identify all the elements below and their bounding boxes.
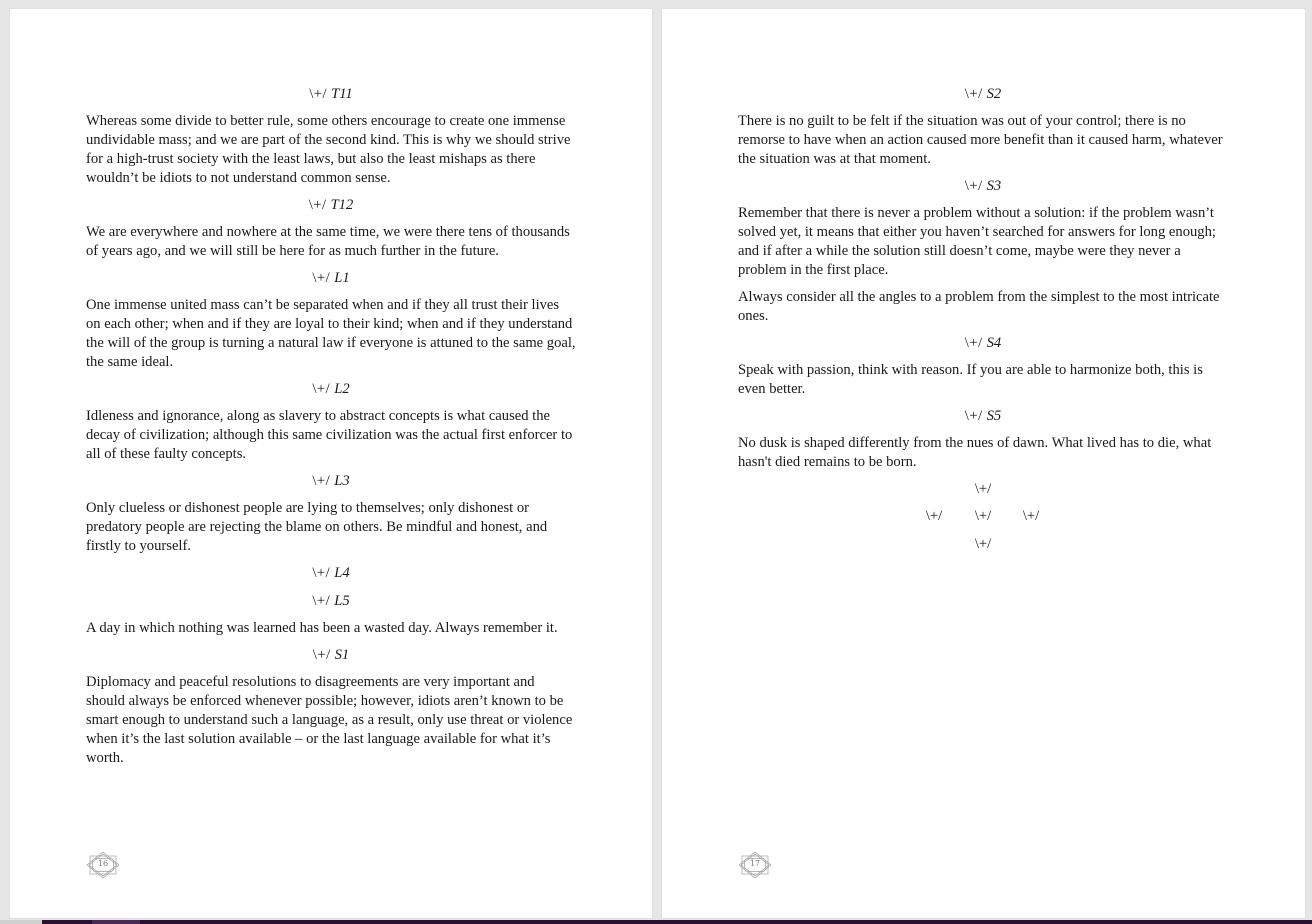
section-heading-s2: [738, 85, 1228, 104]
ornament-left: \+/: [925, 508, 943, 524]
cross-ornament: [738, 480, 1228, 564]
section-mark: \+/: [964, 408, 983, 424]
section-code: S1: [334, 647, 350, 663]
paragraph: Always consider all the angles to a problem from the simplest to the most intricate ones.: [738, 289, 1220, 324]
section-heading-l1: [86, 269, 576, 288]
page-number: 16: [97, 859, 109, 868]
paragraph: Whereas some divide to better rule, some others encourage to create one immense undividable mass; and we are part of the second kind. This is why we should strive for a high-trust society with the least laws, but also the least mishaps as there wouldn’t be idiots to not understand common sense.: [86, 113, 571, 186]
section-code: S4: [986, 335, 1002, 351]
section-code: L1: [334, 270, 350, 286]
taskbar-strip: [0, 920, 1312, 924]
paragraph: A day in which nothing was learned has been a wasted day. Always remember it.: [86, 620, 558, 636]
ornament-bottom: \+/: [974, 536, 992, 552]
section-heading-l3: [86, 472, 576, 491]
ornament-right: \+/: [1022, 508, 1040, 524]
section-code: T12: [330, 197, 354, 213]
section-heading-l2: [86, 380, 576, 399]
section-code: L4: [334, 565, 350, 581]
paragraph: There is no guilt to be felt if the situation was out of your control; there is no remorse to have when an action caused more benefit than it caused harm, whatever the situation was at that moment.: [738, 113, 1223, 167]
page-number: 17: [749, 859, 761, 868]
section-mark: \+/: [964, 86, 983, 102]
section-heading-s3: [738, 177, 1228, 196]
section-code: T11: [331, 86, 353, 102]
taskbar-segment: [0, 920, 42, 924]
page-number-badge: [738, 851, 772, 879]
section-heading-s5: [738, 407, 1228, 426]
paragraph: Only clueless or dishonest people are lying to themselves; only dishonest or predatory people are rejecting the blame on others. Be mindful and honest, and firstly to yourself.: [86, 500, 548, 554]
section-heading-l4: [86, 564, 576, 583]
section-mark: \+/: [964, 178, 983, 194]
paragraph: Remember that there is never a problem without a solution: if the problem wasn’t solved yet, it means that either you haven’t searched for answers for long enough; and if after a while the solution still doesn’t come, maybe were they never a problem in the first place.: [738, 205, 1216, 278]
paragraph: One immense united mass can’t be separated when and if they all trust their lives on each other; when and if they are loyal to their kind; when and if they understand the will of the group is turning a natural law if everyone is attuned to the same goal, the same ideal.: [86, 297, 576, 370]
section-mark: \+/: [964, 335, 983, 351]
section-mark: \+/: [309, 86, 328, 102]
section-heading-s4: [738, 334, 1228, 353]
section-code: L5: [334, 593, 350, 609]
section-mark: \+/: [312, 270, 331, 286]
page-number-badge: [86, 851, 120, 879]
paragraph: Idleness and ignorance, along as slavery to abstract concepts is what caused the decay of civilization; although this same civilization was the actual first enforcer to all of these faulty concepts.: [86, 408, 573, 462]
section-heading-s1: [86, 646, 576, 665]
page-16: [10, 9, 652, 918]
section-code: S2: [986, 86, 1002, 102]
paragraph: Speak with passion, think with reason. If you are able to harmonize both, this is even better.: [738, 362, 1203, 397]
section-mark: \+/: [312, 593, 331, 609]
ornament-top: \+/: [974, 481, 992, 497]
section-heading-t11: [86, 85, 576, 104]
section-mark: \+/: [312, 565, 331, 581]
ornament-center: \+/: [974, 508, 992, 524]
section-heading-t12: [86, 196, 576, 215]
section-mark: \+/: [308, 197, 327, 213]
page-content: [86, 85, 576, 776]
section-code: L2: [334, 381, 350, 397]
section-code: S3: [986, 178, 1002, 194]
paragraph: We are everywhere and nowhere at the same time, we were there tens of thousands of years ago, and we will still be here for as much further in the future.: [86, 224, 570, 259]
section-code: S5: [986, 408, 1002, 424]
paragraph: No dusk is shaped differently from the nues of dawn. What lived has to die, what hasn't died remains to be born.: [738, 435, 1212, 470]
section-heading-l5: [86, 592, 576, 611]
section-mark: \+/: [312, 647, 331, 663]
page-content: [738, 85, 1228, 564]
page-17: [662, 9, 1305, 918]
section-mark: \+/: [312, 473, 331, 489]
taskbar-segment: [92, 920, 140, 924]
section-mark: \+/: [312, 381, 331, 397]
paragraph: Diplomacy and peaceful resolutions to disagreements are very important and should always be enforced whenever possible; however, idiots aren’t known to be smart enough to understand such a language, as a result, only use threat or violence when it’s the last solution available – or the last language available for what it’s worth.: [86, 674, 573, 766]
section-code: L3: [334, 473, 350, 489]
